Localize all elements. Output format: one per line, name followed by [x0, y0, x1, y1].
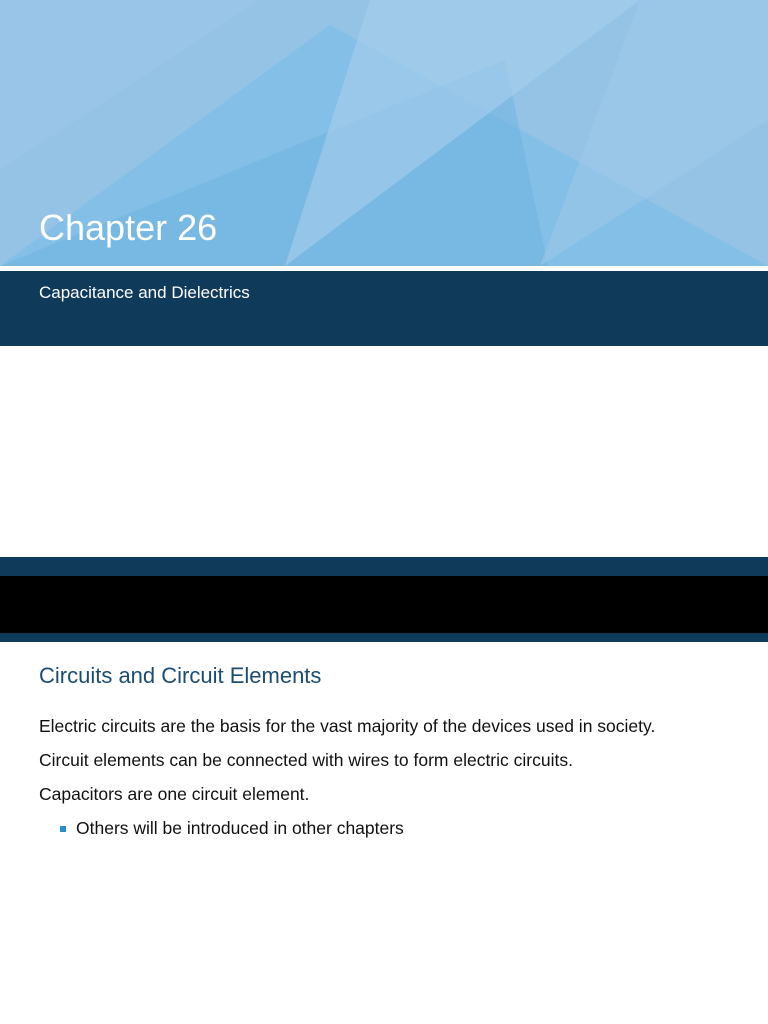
title-hero-banner	[0, 0, 768, 266]
header-band-bottom	[0, 633, 768, 642]
body-line: Circuit elements can be connected with wires to form electric circuits.	[39, 750, 573, 770]
chapter-subtitle: Capacitance and Dielectrics	[39, 283, 250, 302]
sub-bullet-item	[60, 818, 404, 838]
sub-bullet-text: Others will be introduced in other chapters	[76, 818, 404, 838]
slide-heading: Circuits and Circuit Elements	[39, 663, 322, 688]
square-bullet-icon	[60, 826, 66, 832]
subtitle-band	[0, 271, 768, 346]
body-line: Electric circuits are the basis for the vast majority of the devices used in society.	[39, 716, 656, 736]
header-band-black	[0, 576, 768, 633]
header-band-top	[0, 557, 768, 576]
body-line: Capacitors are one circuit element.	[39, 784, 310, 804]
body-text-list	[39, 716, 655, 818]
chapter-title: Chapter 26	[39, 207, 218, 248]
